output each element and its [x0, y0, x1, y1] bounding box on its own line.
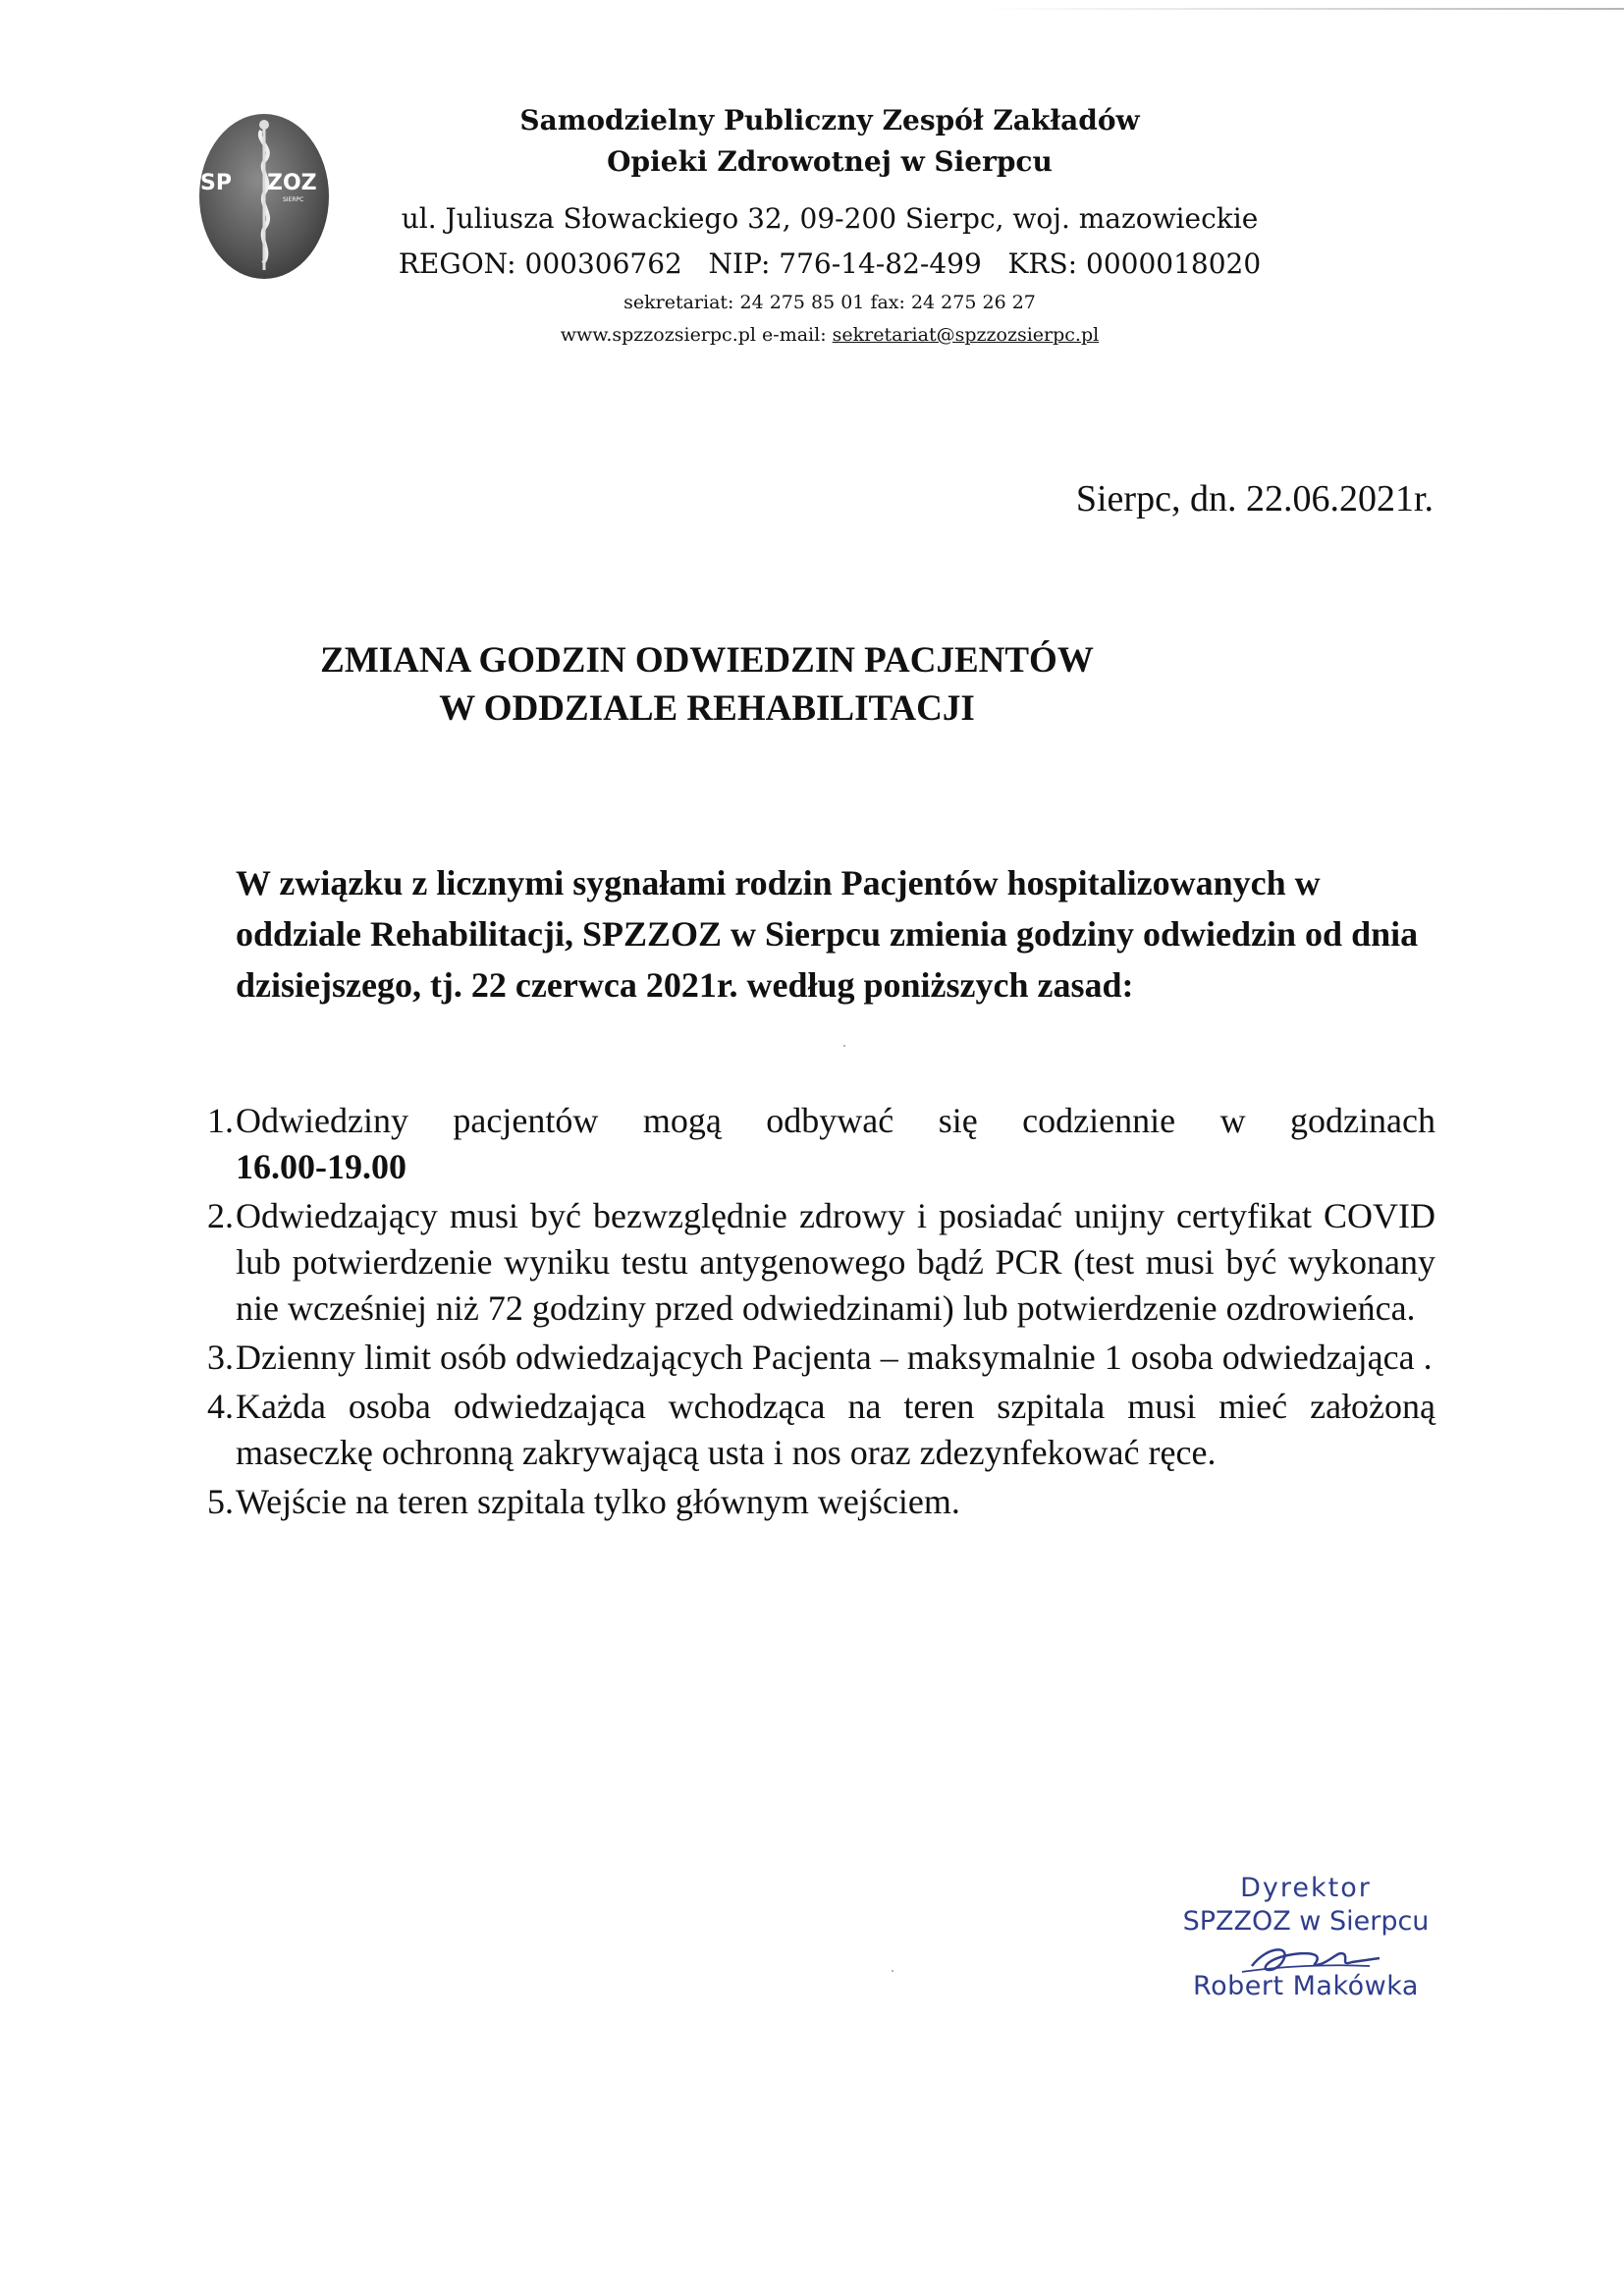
list-item [147, 1479, 1435, 1525]
signature-stamp [1139, 1872, 1473, 2003]
org-registry: REGON: 000306762 NIP: 776-14-82-499 KRS: 0000018020 [398, 247, 1262, 280]
logo-text-city: SIERPC [283, 196, 304, 203]
title-line2: W ODDZIALE REHABILITACJI [439, 688, 975, 729]
rule-1-text: Odwiedziny pacjentów mogą odbywać się codziennie w godzinach [236, 1101, 1435, 1140]
org-name-line2: Opieki Zdrowotnej w Sierpcu [607, 145, 1053, 178]
list-item [147, 1098, 1435, 1190]
org-phone: sekretariat: 24 275 85 01 fax: 24 275 26 27 [623, 292, 1036, 313]
intro-paragraph: W związku z licznymi sygnałami rodzin Pacjentów hospitalizowanych w oddziale Rehabilitacji, SPZZOZ w Sierpcu zmienia godziny odwiedzin od dnia dzisiejszego, tj. 22 czerwca 2021r. według poniższych zasad: [236, 863, 1419, 1005]
scan-speck [843, 1045, 845, 1047]
signature-institution: SPZZOZ w Sierpcu [1182, 1906, 1430, 1937]
list-item-text: Dzienny limit osób odwiedzających Pacjenta – maksymalnie 1 osoba odwiedzająca . [236, 1338, 1433, 1377]
list-item-text [234, 1098, 1435, 1190]
org-address: ul. Juliusza Słowackiego 32, 09-200 Sierpc, woj. mazowieckie [401, 202, 1259, 235]
title-line1: ZMIANA GODZIN ODWIEDZIN PACJENTÓW [320, 640, 1094, 681]
scan-edge-line [982, 8, 1624, 10]
visiting-hours: 16.00-19.00 [236, 1147, 406, 1186]
org-name-line1: Samodzielny Publiczny Zespół Zakładów [519, 104, 1140, 137]
hospital-logo [196, 111, 332, 283]
email-label: e-mail: [762, 324, 827, 346]
list-item-number: 3. [207, 1338, 234, 1377]
logo-text-sp: SP [200, 171, 232, 195]
scan-speck [892, 1970, 893, 1972]
org-contact [363, 319, 1296, 352]
letterhead [363, 100, 1296, 352]
list-item-text: Wejście na teren szpitala tylko głównym wejściem. [236, 1482, 960, 1521]
list-item-text: Każda osoba odwiedzająca wchodząca na teren szpitala musi mieć założoną maseczkę ochronną zakrywającą usta i nos oraz zdezynfekować ręce. [236, 1387, 1435, 1472]
list-item [147, 1335, 1435, 1381]
list-item-text: Odwiedzający musi być bezwzględnie zdrowy i posiadać unijny certyfikat COVID lub potwierdzenie wyniku testu antygenowego bądź PCR (test musi być wykonany nie wcześniej niż 72 godziny przed odwiedzinami) lub potwierdzenie ozdrowieńca. [236, 1196, 1435, 1328]
signature-name: Robert Makówka [1193, 1971, 1419, 2001]
list-item-number: 5. [207, 1482, 234, 1521]
signature-title: Dyrektor [1240, 1873, 1372, 1903]
list-item-number: 4. [207, 1387, 234, 1426]
rules-list [147, 1098, 1435, 1528]
list-item-number: 1. [207, 1101, 234, 1140]
list-item [147, 1384, 1435, 1476]
org-email-link[interactable]: sekretariat@spzzozsierpc.pl [832, 324, 1100, 346]
list-item-number: 2. [207, 1196, 234, 1235]
document-title [216, 636, 1198, 733]
document-date: Sierpc, dn. 22.06.2021r. [1075, 478, 1434, 519]
org-website[interactable]: www.spzzozsierpc.pl [560, 324, 756, 346]
logo-text-zoz: ZOZ [267, 171, 317, 195]
list-item [147, 1193, 1435, 1332]
